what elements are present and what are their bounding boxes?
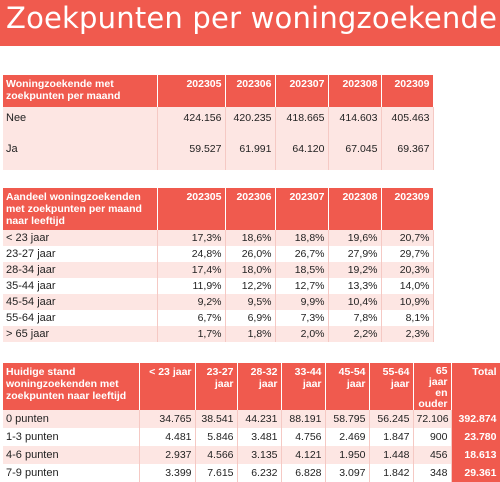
row-label: 55-64 jaar xyxy=(3,310,157,326)
cell: 1,7% xyxy=(157,326,225,342)
cell: 1.950 xyxy=(325,446,369,464)
row-label: > 65 jaar xyxy=(3,326,157,342)
cell: 4.756 xyxy=(281,428,325,446)
cell: 2.937 xyxy=(139,446,195,464)
cell: 2,3% xyxy=(381,326,433,342)
cell: 4.566 xyxy=(195,446,237,464)
cell-total: 18.613 xyxy=(451,446,500,464)
cell: 17,3% xyxy=(157,230,225,246)
column-header: 202307 xyxy=(275,75,328,107)
column-header: 202309 xyxy=(381,75,433,107)
table-row xyxy=(3,246,433,262)
cell: 61.991 xyxy=(225,128,275,170)
table-header-label: Huidige stand woningzoekenden met zoekpunten naar leeftijd xyxy=(3,363,139,410)
table-huidige-stand xyxy=(3,363,500,482)
cell: 7,8% xyxy=(328,310,381,326)
table-aandeel-naar-leeftijd xyxy=(3,188,434,342)
row-label: < 23 jaar xyxy=(3,230,157,246)
column-header: 202305 xyxy=(157,75,225,107)
cell: 13,3% xyxy=(328,278,381,294)
cell: 3.097 xyxy=(325,464,369,482)
cell: 2,2% xyxy=(328,326,381,342)
cell: 10,4% xyxy=(328,294,381,310)
cell: 34.765 xyxy=(139,410,195,428)
table-row xyxy=(3,128,433,170)
cell: 20,7% xyxy=(381,230,433,246)
cell: 900 xyxy=(413,428,451,446)
column-header: 55-64 jaar xyxy=(369,363,413,410)
cell: 10,9% xyxy=(381,294,433,310)
cell: 88.191 xyxy=(281,410,325,428)
cell: 38.541 xyxy=(195,410,237,428)
cell: 3.481 xyxy=(237,428,281,446)
cell: 1.448 xyxy=(369,446,413,464)
column-header: 65 jaar en ouder xyxy=(413,363,451,410)
column-header: 202306 xyxy=(225,75,275,107)
row-label: 35-44 jaar xyxy=(3,278,157,294)
cell: 58.795 xyxy=(325,410,369,428)
table-row xyxy=(3,230,433,246)
cell: 3.399 xyxy=(139,464,195,482)
row-label: 7-9 punten xyxy=(3,464,139,482)
column-header: 202309 xyxy=(381,188,433,230)
cell: 56.245 xyxy=(369,410,413,428)
cell: 20,3% xyxy=(381,262,433,278)
cell: 18,0% xyxy=(225,262,275,278)
cell: 7,3% xyxy=(275,310,328,326)
cell: 12,2% xyxy=(225,278,275,294)
cell: 44.231 xyxy=(237,410,281,428)
table-row xyxy=(3,446,500,464)
cell: 424.156 xyxy=(157,107,225,128)
column-header: 202308 xyxy=(328,188,381,230)
cell: 29,7% xyxy=(381,246,433,262)
cell: 3.135 xyxy=(237,446,281,464)
cell: 69.367 xyxy=(381,128,433,170)
cell: 1,8% xyxy=(225,326,275,342)
row-label: 45-54 jaar xyxy=(3,294,157,310)
table-row xyxy=(3,428,500,446)
cell: 24,8% xyxy=(157,246,225,262)
cell: 27,9% xyxy=(328,246,381,262)
cell: 72.106 xyxy=(413,410,451,428)
table-header-label: Woningzoekende met zoekpunten per maand xyxy=(3,75,157,107)
cell: 5.846 xyxy=(195,428,237,446)
table-zoekpunten-per-maand xyxy=(3,75,434,170)
cell: 456 xyxy=(413,446,451,464)
cell: 414.603 xyxy=(328,107,381,128)
table-row xyxy=(3,278,433,294)
column-header: 28-32 jaar xyxy=(237,363,281,410)
table-row xyxy=(3,107,433,128)
cell: 418.665 xyxy=(275,107,328,128)
table-header-label: Aandeel woningzoekenden met zoekpunten per maand naar leeftijd xyxy=(3,188,157,230)
cell: 19,2% xyxy=(328,262,381,278)
row-label: 23-27 jaar xyxy=(3,246,157,262)
cell: 4.121 xyxy=(281,446,325,464)
cell: 19,6% xyxy=(328,230,381,246)
cell: 9,9% xyxy=(275,294,328,310)
row-label: 1-3 punten xyxy=(3,428,139,446)
cell: 26,7% xyxy=(275,246,328,262)
table-row xyxy=(3,294,433,310)
cell: 9,2% xyxy=(157,294,225,310)
cell: 1.847 xyxy=(369,428,413,446)
page-title: Zoekpunten per woningzoekende xyxy=(6,1,498,35)
column-header: 45-54 jaar xyxy=(325,363,369,410)
cell: 9,5% xyxy=(225,294,275,310)
cell-total: 29.361 xyxy=(451,464,500,482)
row-label: 4-6 punten xyxy=(3,446,139,464)
cell: 26,0% xyxy=(225,246,275,262)
cell: 18,5% xyxy=(275,262,328,278)
row-label: Ja xyxy=(3,128,157,170)
cell: 405.463 xyxy=(381,107,433,128)
table-row xyxy=(3,262,433,278)
row-label: 0 punten xyxy=(3,410,139,428)
table-row xyxy=(3,310,433,326)
column-header: 202306 xyxy=(225,188,275,230)
row-label: 28-34 jaar xyxy=(3,262,157,278)
cell: 17,4% xyxy=(157,262,225,278)
cell: 8,1% xyxy=(381,310,433,326)
column-header-total: Total xyxy=(451,363,500,410)
column-header: 33-44 jaar xyxy=(281,363,325,410)
row-label: Nee xyxy=(3,107,157,128)
table-row xyxy=(3,326,433,342)
cell: 6.232 xyxy=(237,464,281,482)
column-header: 202307 xyxy=(275,188,328,230)
cell: 1.842 xyxy=(369,464,413,482)
cell: 4.481 xyxy=(139,428,195,446)
cell: 6,7% xyxy=(157,310,225,326)
cell: 7.615 xyxy=(195,464,237,482)
table-row xyxy=(3,464,500,482)
cell: 11,9% xyxy=(157,278,225,294)
cell: 18,6% xyxy=(225,230,275,246)
cell: 18,8% xyxy=(275,230,328,246)
cell: 2.469 xyxy=(325,428,369,446)
cell: 6,9% xyxy=(225,310,275,326)
cell-total: 23.780 xyxy=(451,428,500,446)
column-header: 23-27 jaar xyxy=(195,363,237,410)
cell: 348 xyxy=(413,464,451,482)
cell: 14,0% xyxy=(381,278,433,294)
cell: 12,7% xyxy=(275,278,328,294)
cell-total: 392.874 xyxy=(451,410,500,428)
column-header: < 23 jaar xyxy=(139,363,195,410)
cell: 64.120 xyxy=(275,128,328,170)
cell: 67.045 xyxy=(328,128,381,170)
cell: 59.527 xyxy=(157,128,225,170)
cell: 2,0% xyxy=(275,326,328,342)
title-banner xyxy=(0,0,500,46)
cell: 420.235 xyxy=(225,107,275,128)
cell: 6.828 xyxy=(281,464,325,482)
column-header: 202308 xyxy=(328,75,381,107)
table-row xyxy=(3,410,500,428)
column-header: 202305 xyxy=(157,188,225,230)
